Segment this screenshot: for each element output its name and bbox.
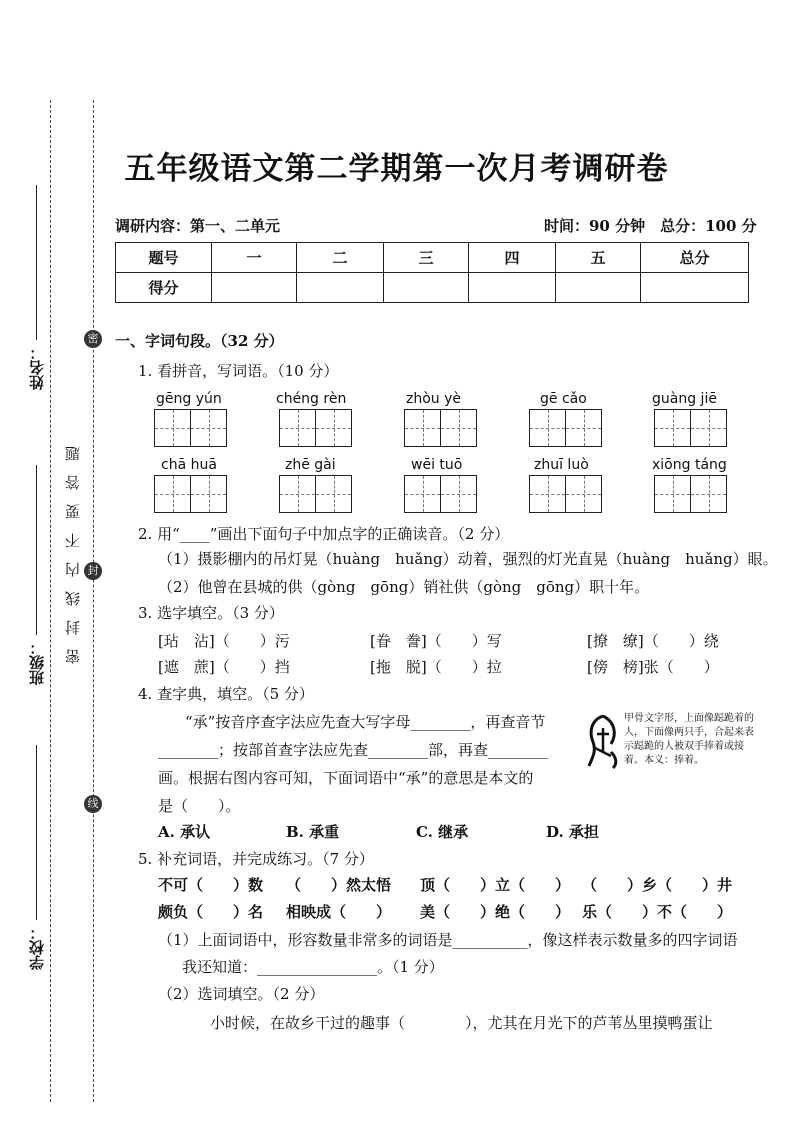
score-header-cell: 四 xyxy=(469,243,556,273)
score-cell[interactable] xyxy=(469,273,556,303)
score-header-cell: 三 xyxy=(384,243,469,273)
q4-option-a[interactable]: A. 承认 xyxy=(158,823,211,841)
q5-title: 5. 补充词语，并完成练习。（7 分） xyxy=(138,850,374,868)
q4-line-4: 是（ ）。 xyxy=(158,797,241,815)
q3-item-6[interactable]: [傍 榜]张（ ） xyxy=(587,658,719,676)
class-label: 班级： xyxy=(28,640,46,685)
name-underline xyxy=(36,185,37,340)
writing-box-10[interactable] xyxy=(654,475,727,513)
q2-line-1: （1）摄影棚内的吊灯晃（huàng huǎng）动着，强烈的灯光直晃（huàng huǎng）眼。 xyxy=(158,550,778,568)
pinyin-6: chā huā xyxy=(161,457,217,473)
pinyin-1: gēng yún xyxy=(156,391,222,407)
q3-item-4[interactable]: [遮 蔗]（ ）挡 xyxy=(158,658,290,676)
score-header-cell: 一 xyxy=(212,243,297,273)
q4-option-b[interactable]: B. 承重 xyxy=(286,823,340,841)
q5-idiom-3[interactable]: 顶（ ）立（ ） xyxy=(420,876,571,894)
pinyin-9: zhuī luò xyxy=(534,457,589,473)
writing-box-8[interactable] xyxy=(404,475,477,513)
q5-sub1-line-2: 我还知道：________________。（1 分） xyxy=(182,958,444,976)
score-cell[interactable] xyxy=(641,273,749,303)
seal-instruction: 密封线内不要答题 xyxy=(64,432,82,664)
q3-item-2[interactable]: [眷 誊]（ ）写 xyxy=(370,632,502,650)
pinyin-3: zhòu yè xyxy=(406,391,462,407)
q2-title: 2. 用“____”画出下面句子中加点字的正确读音。（2 分） xyxy=(138,525,510,543)
q4-line-1: “承”按音序查字法应先查大写字母________，再查音节 xyxy=(185,713,546,731)
q5-sub1-line-1: （1）上面词语中，形容数量非常多的词语是__________，像这样表示数量多的四字词语 xyxy=(158,931,738,949)
seal-mark-mi: 密 xyxy=(84,330,102,348)
binding-dashed-line-outer xyxy=(50,100,51,1102)
score-cell[interactable] xyxy=(384,273,469,303)
q2-line-2: （2）他曾在县城的供（gòng gōng）销社供（gòng gōng）职十年。 xyxy=(158,578,650,596)
q5-idiom-6[interactable]: 相映成（ ） xyxy=(286,903,392,921)
q3-item-1[interactable]: [玷 沾]（ ）污 xyxy=(158,632,290,650)
q3-item-5[interactable]: [拖 脱]（ ）拉 xyxy=(370,658,502,676)
school-underline xyxy=(36,745,37,920)
writing-box-5[interactable] xyxy=(654,409,727,447)
q3-title: 3. 选字填空。（3 分） xyxy=(138,604,284,622)
score-header-cell: 二 xyxy=(297,243,384,273)
score-header-cell: 五 xyxy=(556,243,641,273)
score-cell[interactable] xyxy=(212,273,297,303)
writing-box-3[interactable] xyxy=(404,409,477,447)
q1-title: 1. 看拼音，写词语。（10 分） xyxy=(138,362,339,380)
writing-box-1[interactable] xyxy=(154,409,227,447)
q5-idiom-5[interactable]: 颇负（ ）名 xyxy=(158,903,264,921)
pinyin-2: chéng rèn xyxy=(276,391,347,407)
writing-box-6[interactable] xyxy=(154,475,227,513)
pinyin-4: gē cǎo xyxy=(540,391,587,407)
score-table xyxy=(115,242,749,303)
score-header-cell: 题号 xyxy=(116,243,212,273)
school-label: 学校： xyxy=(28,925,46,970)
writing-box-2[interactable] xyxy=(279,409,352,447)
writing-box-7[interactable] xyxy=(279,475,352,513)
seal-mark-feng: 封 xyxy=(84,562,102,580)
pinyin-8: wēi tuō xyxy=(411,457,463,473)
writing-box-4[interactable] xyxy=(529,409,602,447)
q5-idiom-7[interactable]: 美（ ）绝（ ） xyxy=(420,903,571,921)
score-table-header-row xyxy=(116,243,749,273)
page-title: 五年级语文第二学期第一次月考调研卷 xyxy=(124,151,669,187)
oracle-bone-note: 甲骨文字形，上面像跽跪着的人，下面像两只手，合起来表示跽跪的人被双手捧着或接着。本义：捧着。 xyxy=(624,713,754,766)
pinyin-10: xiōng táng xyxy=(652,457,727,473)
name-label: 姓名： xyxy=(28,345,46,390)
binding-dashed-line-inner xyxy=(93,100,94,1102)
writing-box-9[interactable] xyxy=(529,475,602,513)
q3-item-3[interactable]: [撩 缭]（ ）绕 xyxy=(587,632,719,650)
exam-content: 调研内容：第一、二单元 xyxy=(115,217,281,235)
pinyin-7: zhē gài xyxy=(285,457,336,473)
exam-time-score: 时间：90 分钟 总分：100 分 xyxy=(544,217,757,235)
q4-line-3: 画。根据右图内容可知，下面词语中“承”的意思是本文的 xyxy=(158,769,534,787)
q5-sub2-title: （2）选词填空。（2 分） xyxy=(158,985,325,1003)
pinyin-5: guàng jiē xyxy=(652,391,717,407)
score-cell[interactable] xyxy=(297,273,384,303)
seal-mark-xian: 线 xyxy=(84,795,102,813)
score-table-score-row xyxy=(116,273,749,303)
section-1-title: 一、字词句段。（32 分） xyxy=(115,332,284,350)
q5-idiom-4[interactable]: （ ）乡（ ）井 xyxy=(582,876,733,894)
class-underline xyxy=(36,465,37,635)
oracle-bone-cheng-icon xyxy=(583,712,623,772)
q5-idiom-8[interactable]: 乐（ ）不（ ） xyxy=(582,903,733,921)
q5-idiom-2[interactable]: （ ）然太悟 xyxy=(286,876,392,894)
q4-line-2: ________；按部首查字法应先查________部，再查________ xyxy=(158,741,549,759)
q5-sub2-line-1: 小时候，在故乡干过的趣事（ ），尤其在月光下的芦苇丛里摸鸭蛋让 xyxy=(210,1014,713,1032)
q4-option-d[interactable]: D. 承担 xyxy=(546,823,599,841)
score-row-label: 得分 xyxy=(116,273,212,303)
score-header-cell: 总分 xyxy=(641,243,749,273)
score-cell[interactable] xyxy=(556,273,641,303)
q4-title: 4. 查字典，填空。（5 分） xyxy=(138,685,314,703)
q4-option-c[interactable]: C. 继承 xyxy=(416,823,469,841)
q5-idiom-1[interactable]: 不可（ ）数 xyxy=(158,876,264,894)
